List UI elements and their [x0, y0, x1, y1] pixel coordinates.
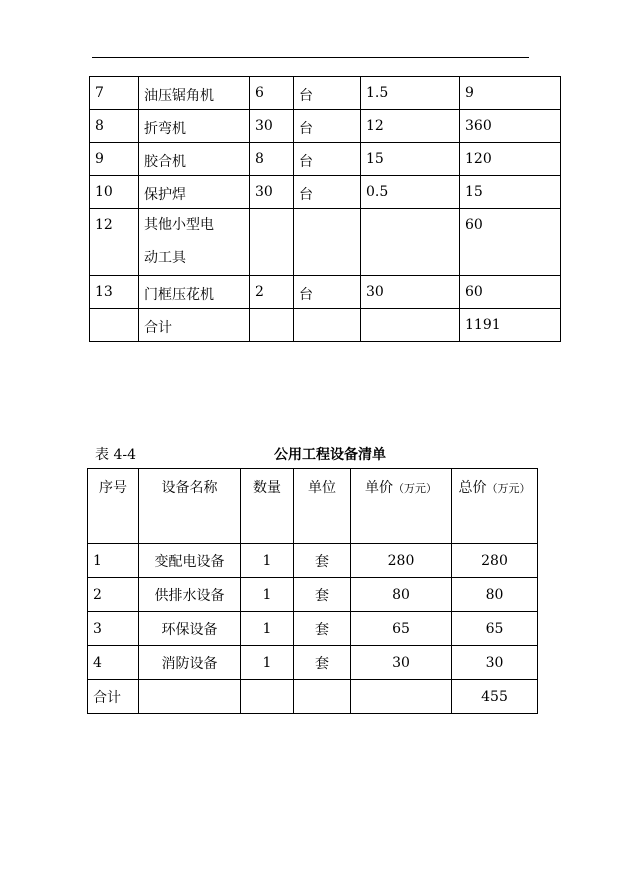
table-cell: 1	[241, 646, 294, 680]
table-cell: 变配电设备	[139, 544, 241, 578]
table-cell	[351, 680, 452, 714]
header-label: 单位	[308, 480, 336, 496]
table-cell	[250, 309, 294, 342]
column-header	[452, 469, 538, 544]
table-cell: 折弯机	[139, 110, 250, 143]
table-row	[90, 77, 561, 110]
table-cell: 30	[250, 110, 294, 143]
table-cell: 台	[294, 77, 361, 110]
table-row	[90, 143, 561, 176]
table-cell	[294, 209, 361, 276]
cell-line: 其他小型电	[144, 217, 214, 233]
table-cell: 15	[361, 143, 460, 176]
header-label: 单价	[365, 480, 393, 496]
unit-label: （万元）	[393, 482, 437, 495]
table-cell: 13	[90, 276, 139, 309]
table-cell: 30	[351, 646, 452, 680]
table-cell	[139, 680, 241, 714]
column-header	[351, 469, 452, 544]
column-header	[88, 469, 139, 544]
table-cell: 60	[460, 276, 561, 309]
table-cell: 保护焊	[139, 176, 250, 209]
table-cell: 6	[250, 77, 294, 110]
header-row	[88, 469, 538, 544]
table-cell: 30	[361, 276, 460, 309]
header-rule	[92, 57, 529, 58]
table-cell: 门框压花机	[139, 276, 250, 309]
table-cell: 1	[241, 612, 294, 646]
table-cell: 台	[294, 276, 361, 309]
table-cell: 套	[294, 612, 351, 646]
table-cell: 280	[452, 544, 538, 578]
table-cell	[250, 209, 294, 276]
table-cell: 台	[294, 143, 361, 176]
table-cell: 15	[460, 176, 561, 209]
header-label: 总价	[458, 480, 487, 496]
table-cell: 30	[452, 646, 538, 680]
table-cell: 环保设备	[139, 612, 241, 646]
table-cell: 12	[361, 110, 460, 143]
table-cell: 12	[90, 209, 139, 276]
table-row	[90, 309, 561, 342]
table-cell: 1	[241, 544, 294, 578]
table-cell: 65	[351, 612, 452, 646]
table-cell: 油压锯角机	[139, 77, 250, 110]
table-cell: 套	[294, 646, 351, 680]
table-cell: 0.5	[361, 176, 460, 209]
table-cell: 2	[250, 276, 294, 309]
utility-equipment-table	[87, 468, 538, 714]
table-cell: 360	[460, 110, 561, 143]
table-cell	[294, 680, 351, 714]
table-cell: 2	[88, 578, 139, 612]
header-label: 序号	[99, 480, 127, 496]
table-cell: 3	[88, 612, 139, 646]
table-cell: 9	[460, 77, 561, 110]
table-row	[90, 176, 561, 209]
equipment-table-continued	[89, 76, 561, 342]
table-row	[88, 544, 538, 578]
table-cell: 8	[250, 143, 294, 176]
table-cell: 消防设备	[139, 646, 241, 680]
table-cell: 1	[241, 578, 294, 612]
column-header	[294, 469, 351, 544]
table-cell: 胶合机	[139, 143, 250, 176]
unit-label: （万元）	[486, 482, 531, 495]
table-cell: 4	[88, 646, 139, 680]
table-cell	[361, 209, 460, 276]
header-label: 设备名称	[161, 480, 218, 496]
cell-line: 动工具	[144, 250, 186, 266]
table-cell: 8	[90, 110, 139, 143]
table-cell: 供排水设备	[139, 578, 241, 612]
table-cell: 1.5	[361, 77, 460, 110]
table-row	[88, 612, 538, 646]
table-cell	[139, 209, 250, 276]
table-cell	[241, 680, 294, 714]
table-cell: 60	[460, 209, 561, 276]
column-header	[139, 469, 241, 544]
table-cell: 280	[351, 544, 452, 578]
table-cell: 套	[294, 544, 351, 578]
table-title: 公用工程设备清单	[274, 447, 386, 463]
table-cell: 455	[452, 680, 538, 714]
table-cell: 65	[452, 612, 538, 646]
table-row	[88, 646, 538, 680]
table-cell: 合计	[139, 309, 250, 342]
header-label: 数量	[253, 480, 281, 496]
table-cell: 120	[460, 143, 561, 176]
table-cell: 台	[294, 110, 361, 143]
table-row	[90, 276, 561, 309]
table-cell: 1191	[460, 309, 561, 342]
total-row	[88, 680, 538, 714]
table-cell: 台	[294, 176, 361, 209]
table-cell: 合计	[88, 680, 139, 714]
table-number: 表 4-4	[95, 447, 136, 463]
table-cell: 9	[90, 143, 139, 176]
table-cell: 80	[351, 578, 452, 612]
table-row	[90, 209, 561, 276]
column-header	[241, 469, 294, 544]
table-cell: 30	[250, 176, 294, 209]
table-row	[88, 578, 538, 612]
table-cell	[90, 309, 139, 342]
table-cell	[361, 309, 460, 342]
table-cell: 1	[88, 544, 139, 578]
table-cell: 7	[90, 77, 139, 110]
table-row	[90, 110, 561, 143]
table-cell: 10	[90, 176, 139, 209]
table-cell: 套	[294, 578, 351, 612]
table-cell	[294, 309, 361, 342]
table-cell: 80	[452, 578, 538, 612]
